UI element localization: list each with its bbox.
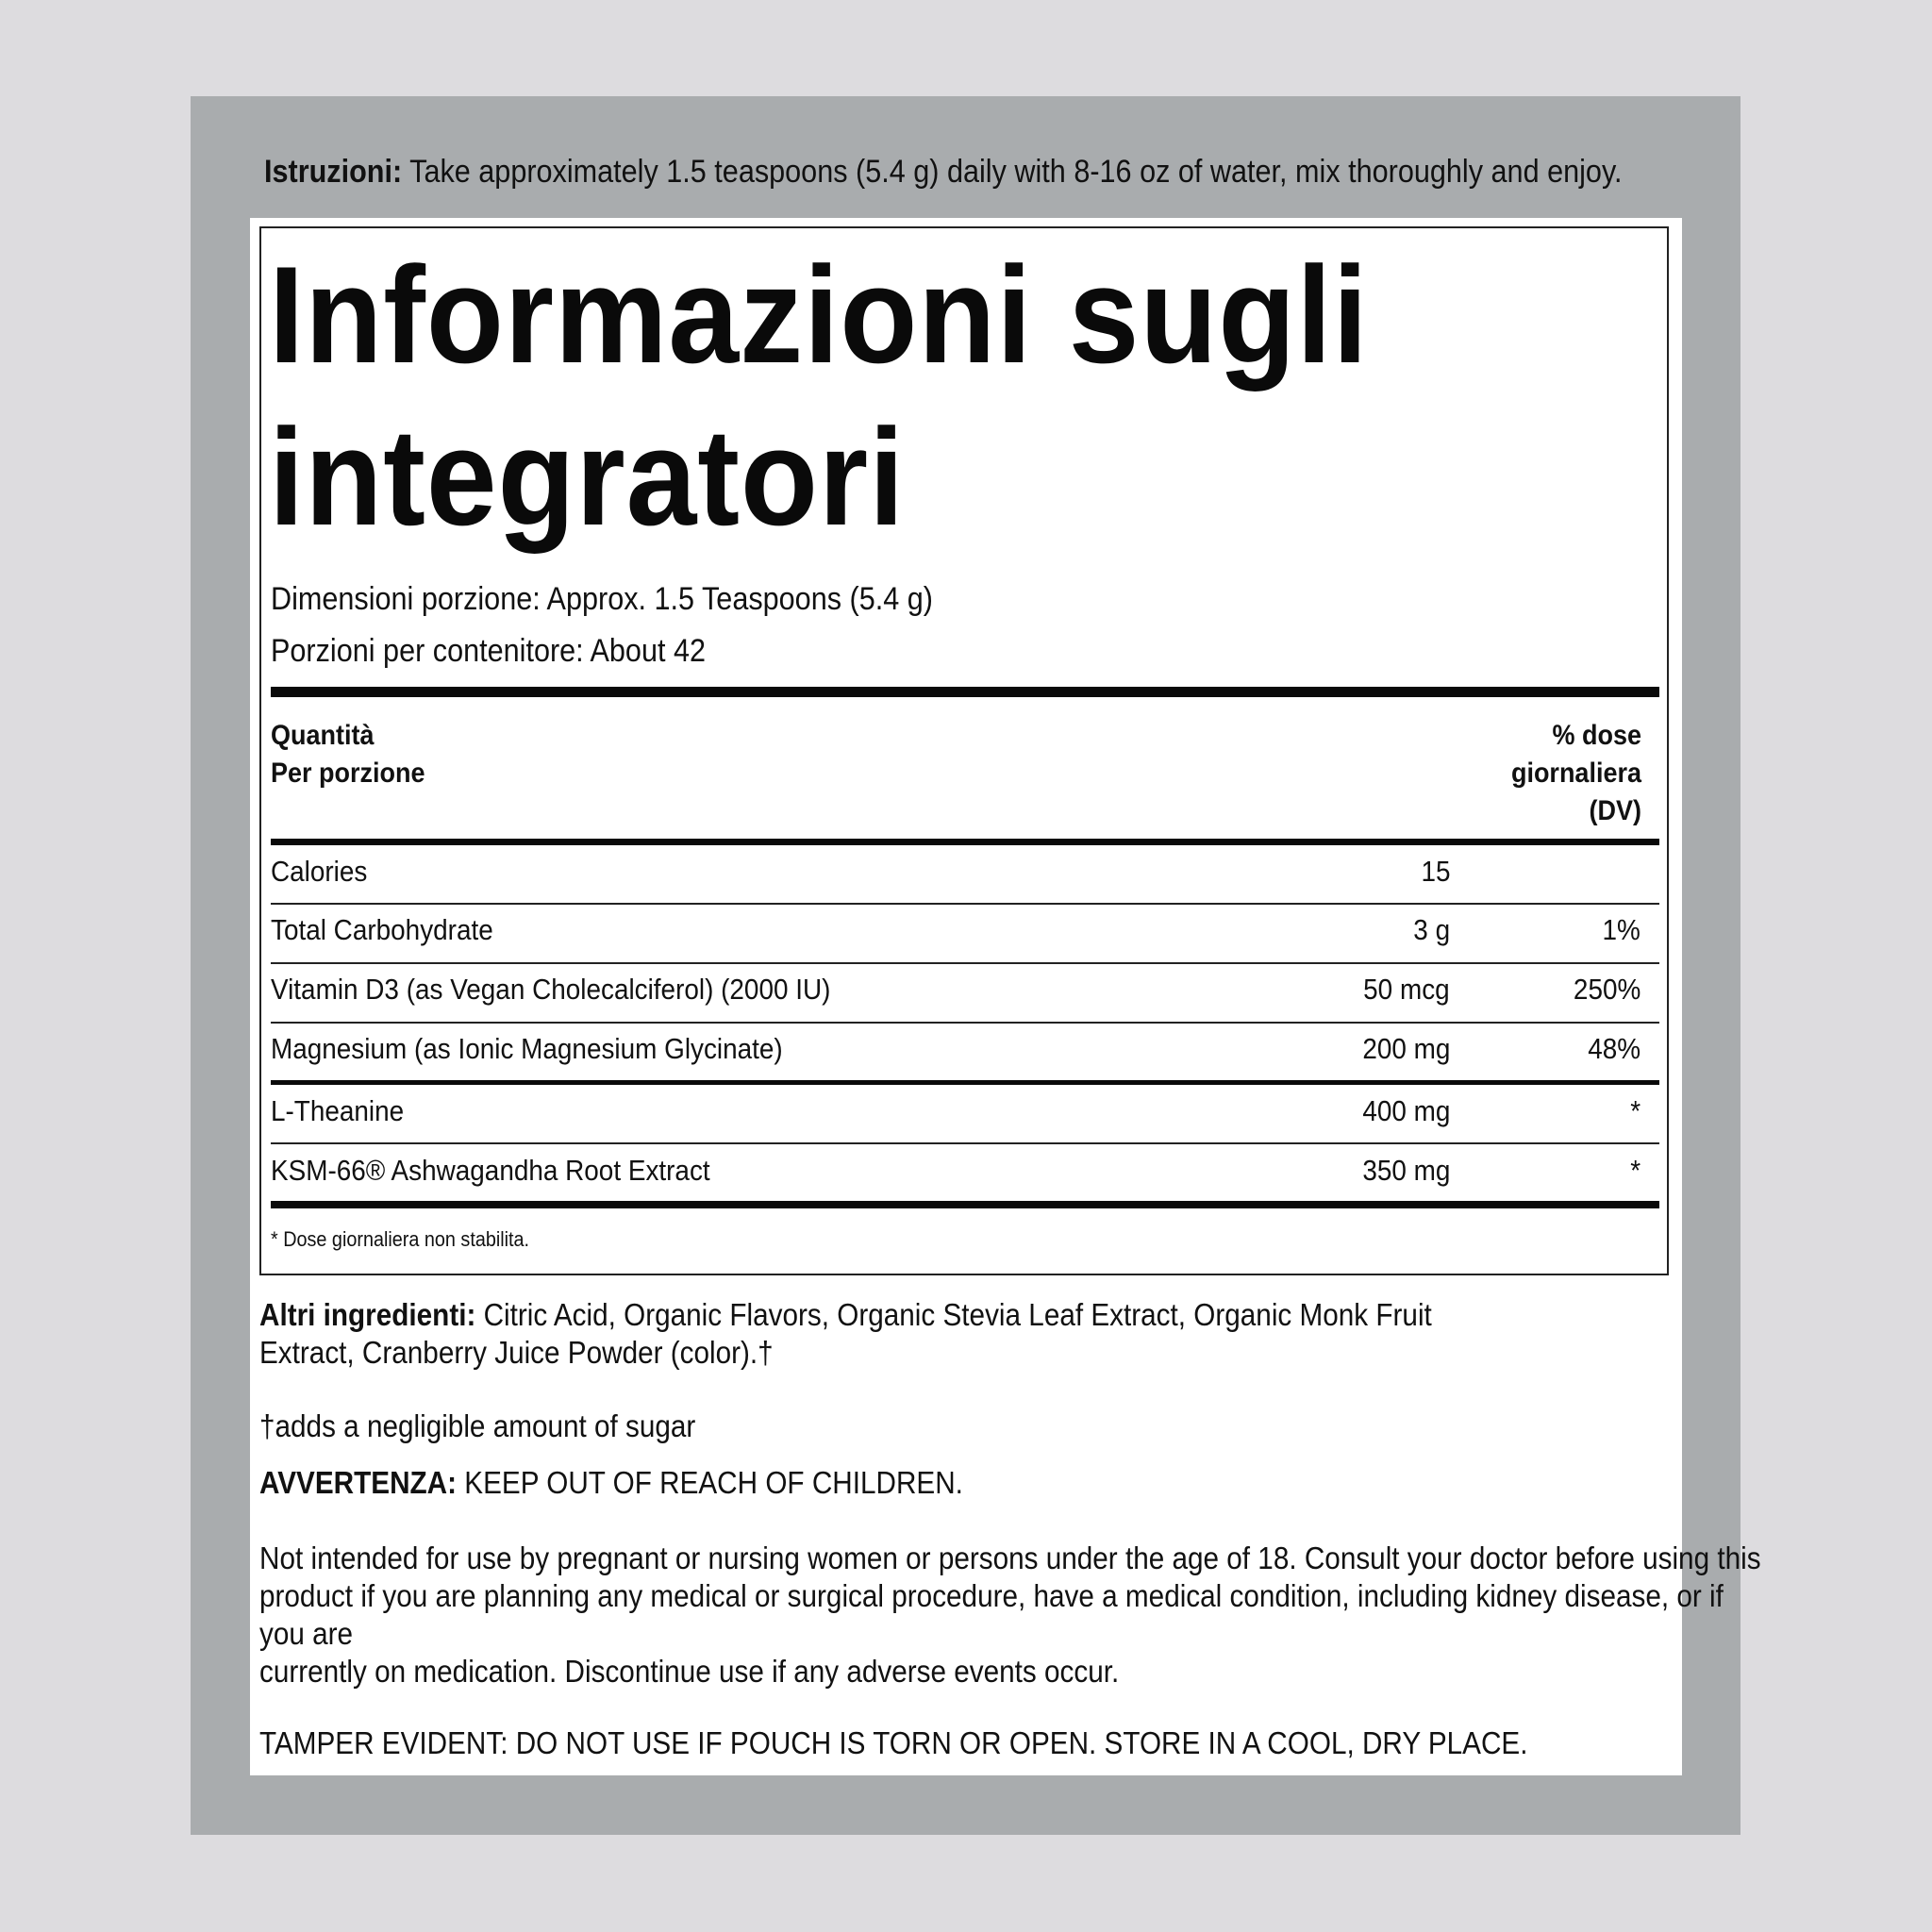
caution-paragraph [259,1540,1761,1690]
other-ingredients-line-1: Citric Acid, Organic Flavors, Organic Stevia Leaf Extract, Organic Monk Fruit [475,1297,1432,1332]
nutrient-amount: 350 mg [1361,1154,1450,1187]
nutrient-amount: 50 mcg [1363,973,1450,1006]
nutrient-daily-value: * [1630,1094,1641,1127]
nutrient-name: Magnesium (as Ionic Magnesium Glycinate) [271,1032,783,1065]
nutrient-name: L-Theanine [271,1094,405,1127]
thick-divider-top [271,687,1659,697]
caution-line-1: Not intended for use by pregnant or nursing women or persons under the age of 18. Consult your doctor before using this [259,1541,1761,1575]
nutrient-amount: 400 mg [1361,1094,1450,1127]
nutrient-row [271,1152,1659,1208]
nutrient-name: KSM-66® Ashwagandha Root Extract [271,1154,710,1187]
caution-line-4: currently on medication. Discontinue use if any adverse events occur. [259,1654,1120,1689]
nutrient-row [271,853,1659,909]
thick-divider-header [271,839,1659,845]
other-ingredients-line-2: Extract, Cranberry Juice Powder (color).† [259,1335,774,1370]
nutrient-row [271,971,1659,1027]
nutrient-daily-value: 250% [1573,973,1641,1006]
nutrient-daily-value: * [1630,1154,1641,1187]
warning-text [259,1464,1652,1502]
thick-divider-mid [271,1080,1659,1085]
supplement-facts-title [269,234,1397,558]
nutrient-row [271,1092,1659,1149]
nutrient-amount: 200 mg [1361,1032,1450,1065]
row-divider [271,962,1659,964]
nutrient-row [271,911,1659,968]
tamper-evident-notice: TAMPER EVIDENT: DO NOT USE IF POUCH IS TORN OR OPEN. STORE IN A COOL, DRY PLACE. [259,1725,1528,1760]
caution-line-3: you are [259,1616,354,1651]
header-left-line-1: Quantità [271,720,375,751]
thick-divider-bottom [271,1201,1659,1208]
row-divider [271,1022,1659,1024]
header-left-line-2: Per porzione [271,758,425,789]
servings-per-container: Porzioni per contenitore: About 42 [271,633,707,669]
nutrient-name: Vitamin D3 (as Vegan Cholecalciferol) (2000 IU) [271,973,831,1006]
warning-body: KEEP OUT OF REACH OF CHILDREN. [457,1465,963,1500]
title-line-1: Informazioni sugli [269,238,1369,391]
row-divider [271,1142,1659,1144]
directions-label: Istruzioni: [264,154,403,190]
nutrient-name: Total Carbohydrate [271,913,493,946]
nutrient-daily-value: 1% [1602,913,1641,946]
daily-value-footnote: * Dose giornaliera non stabilita. [271,1227,530,1251]
directions-text [264,151,1623,192]
header-right-line-1: % dose [1552,720,1641,751]
nutrient-name: Calories [271,855,368,888]
daily-value-header [1472,717,1641,830]
nutrient-row [271,1030,1659,1087]
header-right-line-3: (DV) [1589,795,1641,826]
serving-size: Dimensioni porzione: Approx. 1.5 Teaspoons (5.4 g) [271,581,933,617]
nutrient-amount: 15 [1420,855,1450,888]
other-ingredients [259,1296,1652,1372]
header-right-line-2: giornaliera [1510,758,1641,789]
caution-line-2: product if you are planning any medical or surgical procedure, have a medical condition, including kidney disease, or if [259,1578,1724,1613]
amount-per-serving-header [271,717,425,792]
directions-body: Take approximately 1.5 teaspoons (5.4 g) daily with 8-16 oz of water, mix thoroughly and enjoy. [402,154,1623,190]
nutrient-daily-value: 48% [1588,1032,1641,1065]
row-divider [271,903,1659,905]
nutrient-amount: 3 g [1413,913,1450,946]
title-line-2: integratori [269,400,906,554]
warning-label: AVVERTENZA: [259,1465,458,1500]
sugar-note: †adds a negligible amount of sugar [259,1408,696,1443]
other-ingredients-label: Altri ingredienti: [259,1297,476,1332]
